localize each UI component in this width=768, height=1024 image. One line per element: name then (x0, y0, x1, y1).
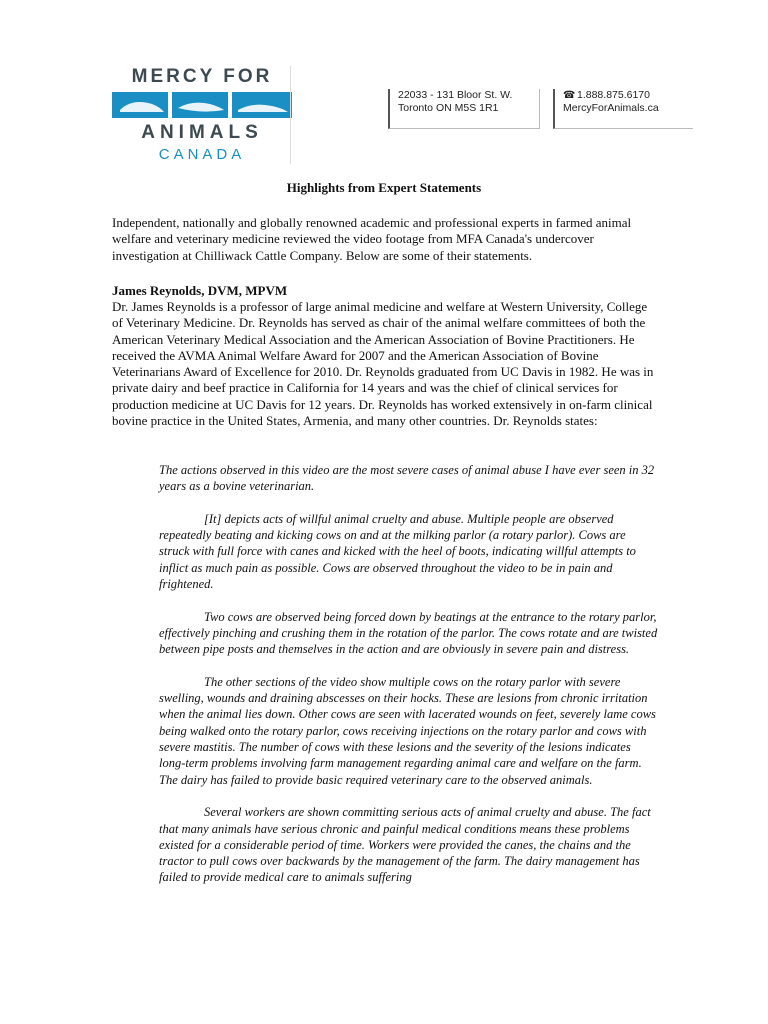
phone-icon: ☎ (563, 90, 576, 101)
address-line-1: 22033 - 131 Bloor St. W. (398, 89, 513, 101)
contact-block (553, 89, 693, 129)
expert-bio-paragraph: Dr. James Reynolds is a professor of large animal medicine and welfare at Western University, College of Veterinary Medicine. Dr. Reynolds has served as chair of the animal welfare committees of both the American Veterinary Medical Association and the American Association of Bovine Practitioners. He received the AVMA Animal Welfare Award for 2007 and the American Association of Bovine Veterinarians Award of Excellence for 2010. Dr. Reynolds graduated from UC Davis in 1982. He was in private dairy and beef practice in California for 14 years and was the chief of clinical services for production medicine at UC Davis for 12 years. Dr. Reynolds has worked extensively in on-farm clinical bovine practice in the United States, Armenia, and many other countries. Dr. Reynolds states: (112, 299, 654, 429)
logo-divider (290, 66, 291, 164)
quote-paragraph: Several workers are shown committing serious acts of animal cruelty and abuse. The fact that many animals have serious chronic and painful medical conditions means these problems existed for a considerable period of time. Workers were provided the canes, the chains and the tractor to pull cows over backwards by the management of the farm. The dairy management has failed to provide medical care to animals suffering (159, 805, 651, 885)
logo-text-animals: ANIMALS (141, 122, 263, 143)
page-title: Highlights from Expert Statements (286, 180, 482, 195)
website-link[interactable]: MercyForAnimals.ca (563, 102, 659, 114)
phone-number: 1.888.875.6170 (577, 89, 650, 101)
phone-line (563, 89, 693, 102)
logo-text-canada: CANADA (158, 146, 246, 163)
address-block (388, 89, 540, 129)
quote-paragraph: Two cows are observed being forced down by beatings at the entrance to the rotary parlor, effectively pinching and crushing them in the rotation of the parlor. The cows rotate and are twisted between pipe posts and themselves in the action and are obviously in severe pain and distress. (159, 609, 658, 657)
logo-text-mercy-for: MERCY FOR (131, 66, 273, 87)
expert-name-heading: James Reynolds, DVM, MPVM (112, 283, 288, 298)
quote-paragraph: The actions observed in this video are the most severe cases of animal abuse I have ever seen in 32 years as a bovine veterinarian. (159, 463, 655, 494)
mfa-canada-logo (112, 66, 292, 166)
intro-paragraph: Independent, nationally and globally renowned academic and professional experts in farmed animal welfare and veterinary medicine reviewed the video footage from MFA Canada's undercover investigation at Chilliwack Cattle Company. Below are some of their statements. (112, 215, 632, 263)
expert-quotes (159, 462, 659, 902)
quote-paragraph: The other sections of the video show multiple cows on the rotary parlor with severe swelling, wounds and draining abscesses on their hocks. These are lesions from chronic irritation when the animal lies down. Other cows are seen with lacerated wounds on feet, severely lame cows being walked onto the rotary parlor, cows receiving injections on the rotary parlor and cows with severe mastitis. The number of cows with these lesions and the severity of the lesions indicates long-term problems involving farm management regarding animal care and welfare on the farm. The dairy has failed to provide basic required veterinary care to the observed animals. (159, 674, 656, 787)
quote-paragraph: [It] depicts acts of willful animal cruelty and abuse. Multiple people are observed repeatedly beating and kicking cows on and at the milking parlor (a rotary parlor). Cows are struck with full force with canes and kicked with the heel of boots, indicating willful attempts to inflict as much pain as possible. Cows are observed throughout the video to be in pain and frightened. (159, 511, 636, 592)
address-line-2: Toronto ON M5S 1R1 (398, 102, 499, 114)
animal-silhouettes-logo-band (112, 92, 292, 118)
